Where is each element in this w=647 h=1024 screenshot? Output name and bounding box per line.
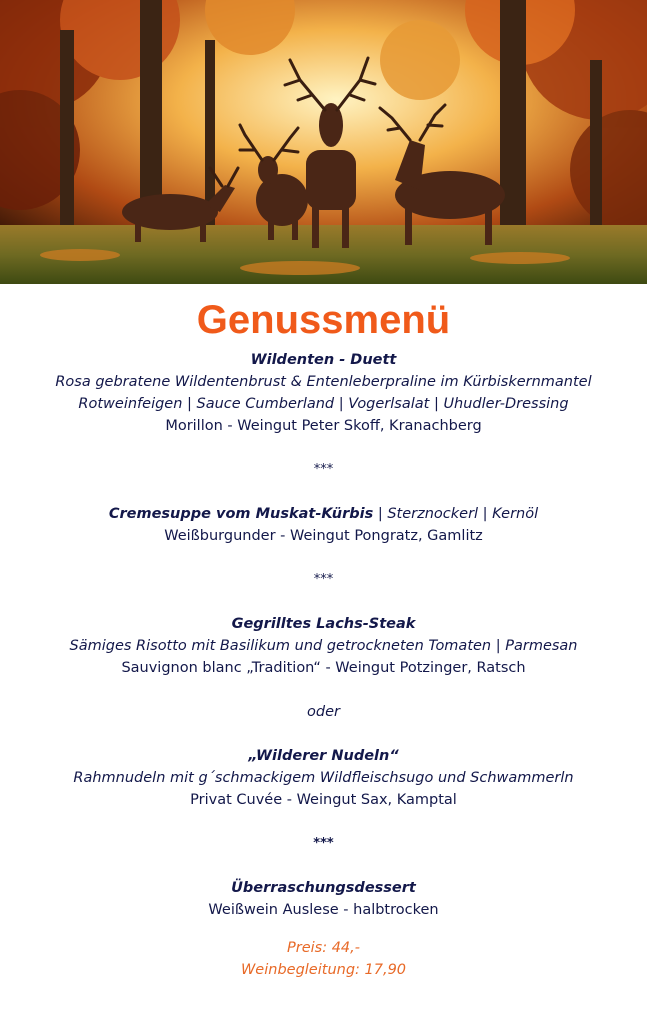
- course-3-description: Sämiges Risotto mit Basilikum und getrockneten Tomaten | Parmesan: [69, 638, 578, 654]
- menu-price: Preis: 44,-: [287, 940, 360, 956]
- dessert-wine: Weißwein Auslese - halbtrocken: [208, 902, 439, 918]
- wine-pairing-price: Weinbegleitung: 17,90: [240, 962, 407, 978]
- menu-content: [0, 349, 647, 981]
- course-3-wine: Sauvignon blanc „Tradition“ - Weingut Potzinger, Ratsch: [121, 660, 526, 676]
- course-2-wine: Weißburgunder - Weingut Pongratz, Gamlitz: [164, 528, 483, 544]
- course-1-name: Wildenten - Duett: [250, 352, 397, 368]
- course-1-wine: Morillon - Weingut Peter Skoff, Kranachberg: [165, 418, 482, 434]
- course-3-name: Gegrilltes Lachs-Steak: [231, 616, 416, 632]
- hero-image: [0, 0, 647, 284]
- menu-title: Genussmenü: [196, 298, 451, 342]
- course-3b-description: Rahmnudeln mit g´schmackigem Wildfleischsugo und Schwammerln: [73, 770, 574, 786]
- course-2-name: Cremesuppe vom Muskat-Kürbis: [108, 506, 374, 522]
- course-2-sides: | Sterznockerl | Kernöl: [373, 506, 539, 522]
- course-3b-name: „Wilderer Nudeln“: [248, 748, 399, 764]
- autumn-deer-illustration: [0, 0, 647, 284]
- course-3b-wine: Privat Cuvée - Weingut Sax, Kamptal: [190, 792, 457, 808]
- course-1-description: Rotweinfeigen | Sauce Cumberland | Vogerlsalat | Uhudler-Dressing: [78, 396, 569, 412]
- or-label: oder: [307, 704, 340, 720]
- separator: ***: [313, 462, 334, 477]
- dessert-name: Überraschungsdessert: [231, 880, 416, 896]
- separator: ***: [313, 572, 334, 587]
- course-1-description: Rosa gebratene Wildentenbrust & Entenleberpraline im Kürbiskernmantel: [55, 374, 592, 390]
- separator: ***: [313, 836, 334, 851]
